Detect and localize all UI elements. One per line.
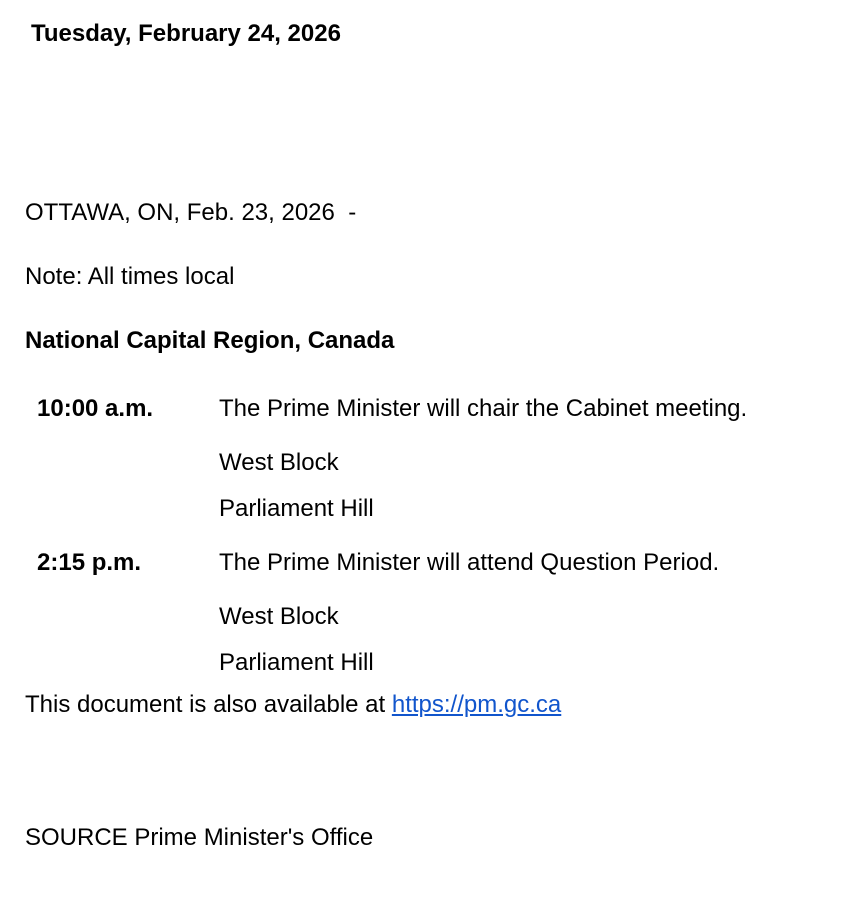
pm-website-link[interactable]: https://pm.gc.ca: [391, 691, 562, 718]
source-attribution: SOURCE Prime Minister's Office: [25, 824, 374, 851]
event-time: 10:00 a.m.: [37, 395, 154, 422]
page-date-heading: Tuesday, February 24, 2026: [31, 20, 341, 47]
event-location-building: West Block: [219, 603, 339, 630]
event-time: 2:15 p.m.: [37, 549, 142, 576]
availability-text: This document is also available at: [25, 691, 392, 718]
region-heading: National Capital Region, Canada: [25, 327, 395, 354]
event-location-site: Parliament Hill: [219, 495, 374, 522]
dateline: OTTAWA, ON, Feb. 23, 2026 -: [25, 199, 357, 226]
event-location-building: West Block: [219, 449, 339, 476]
time-note: Note: All times local: [25, 263, 235, 290]
availability-note: [25, 689, 561, 721]
event-description: The Prime Minister will chair the Cabinet meeting.: [219, 395, 748, 422]
event-description: The Prime Minister will attend Question Period.: [219, 549, 720, 576]
event-location-site: Parliament Hill: [219, 649, 374, 676]
